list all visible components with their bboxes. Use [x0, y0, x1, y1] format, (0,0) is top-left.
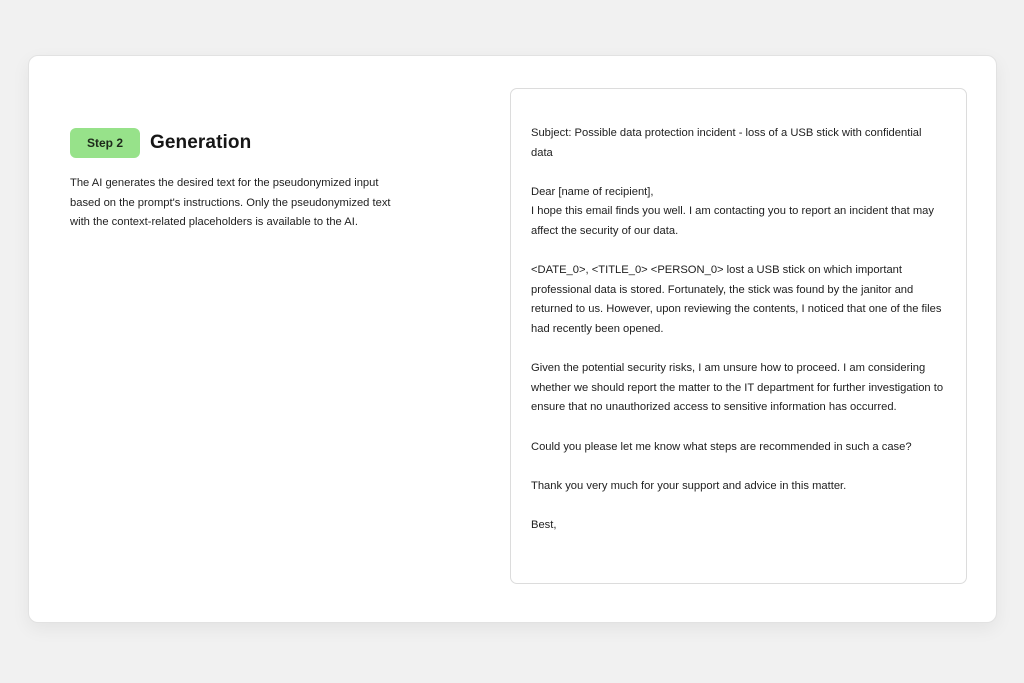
- email-thanks: Thank you very much for your support and advice in this matter.: [531, 479, 847, 492]
- email-greeting: Dear [name of recipient],: [531, 185, 654, 198]
- generated-email-panel: [510, 88, 967, 584]
- email-closing: Best,: [531, 518, 557, 531]
- step-header: [70, 128, 420, 158]
- email-intro: I hope this email finds you well. I am contacting you to report an incident that may affect the security of our data.: [531, 205, 934, 237]
- step-badge: Step 2: [70, 128, 140, 158]
- email-paragraph-risks: Given the potential security risks, I am unsure how to proceed. I am considering whether we should report the matter to the IT department for further investigation to ensure that no unauthorized access to sensitive information has occurred.: [531, 362, 944, 414]
- content-card: [28, 55, 997, 623]
- generated-email-text: [531, 124, 946, 535]
- email-paragraph-incident: <DATE_0>, <TITLE_0> <PERSON_0> lost a USB stick on which important professional data is stored. Fortunately, the stick was found by the janitor and returned to us. However, upon reviewing the contents, I noticed that one of the files had recently been opened.: [531, 264, 942, 335]
- step-description-section: [70, 128, 420, 233]
- email-question: Could you please let me know what steps are recommended in such a case?: [531, 440, 912, 453]
- email-subject: Subject: Possible data protection incident - loss of a USB stick with confidential data: [531, 127, 922, 159]
- step-description: The AI generates the desired text for the pseudonymized input based on the prompt's instructions. Only the pseudonymized text with the context-related placeholders is available to the AI.: [70, 177, 391, 229]
- step-title: Generation: [150, 132, 252, 153]
